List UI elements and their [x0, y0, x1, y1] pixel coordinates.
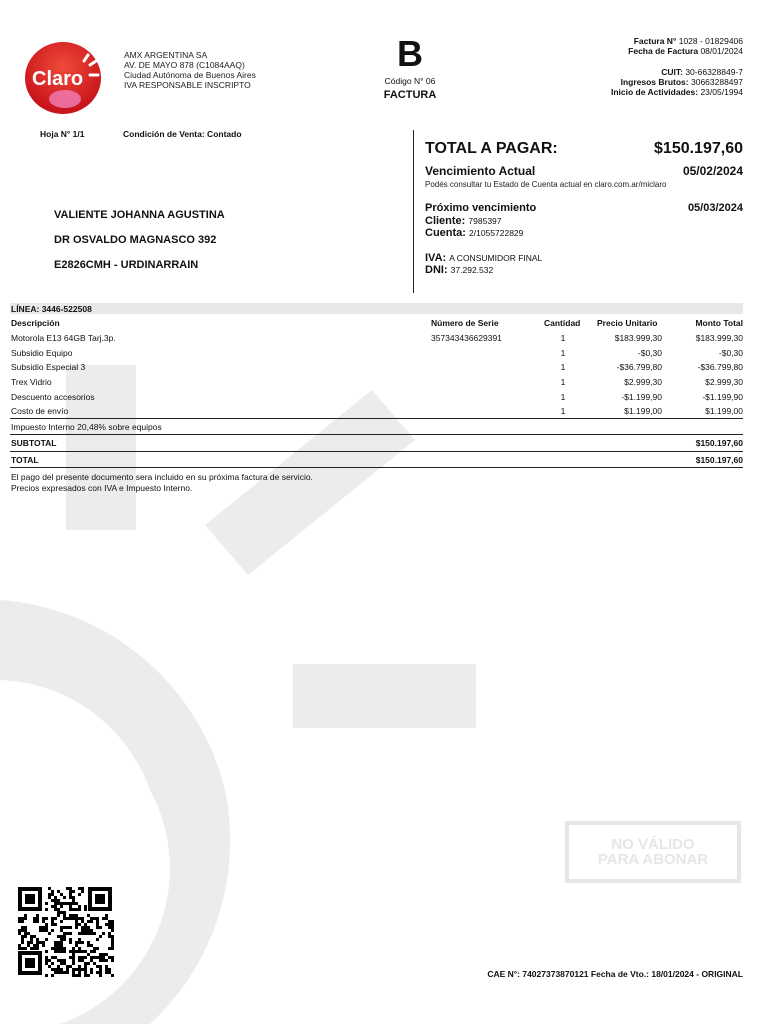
row-1-serial: 357343436629391 — [431, 333, 502, 343]
row-1-unit-price: $183.999,30 — [614, 333, 662, 343]
cuit-value: 30-66328849-7 — [685, 67, 743, 77]
row-1-quantity: 1 — [560, 333, 566, 343]
company-tax-status: IVA RESPONSABLE INSCRIPTO — [124, 80, 251, 90]
next-due-value: 05/03/2024 — [687, 202, 743, 214]
due-date-value: 05/02/2024 — [682, 164, 743, 178]
vertical-divider — [413, 130, 414, 293]
row-3-description: Subsidio Especial 3 — [11, 362, 86, 372]
table-divider — [10, 418, 743, 419]
row-5-amount: -$1.199,90 — [702, 392, 743, 402]
invoice-date-label: Fecha de Factura — [628, 46, 699, 56]
not-valid-stamp — [565, 821, 741, 883]
cuit-label: CUIT: — [661, 67, 683, 77]
row-1-amount: $183.999,30 — [695, 333, 743, 343]
iibb-label: Ingresos Brutos: — [620, 77, 689, 87]
dni-label: DNI: — [425, 264, 448, 276]
claro-logo-text: Claro — [32, 68, 84, 90]
note-prices: Precios expresados con IVA e Impuesto Interno. — [11, 482, 193, 493]
row-2-amount: -$0,30 — [718, 348, 743, 358]
client-address: DR OSVALDO MAGNASCO 392 — [54, 234, 217, 246]
client-id-label: Cliente: — [425, 215, 466, 227]
row-3-unit-price: -$36.799,80 — [616, 362, 662, 372]
total-label: TOTAL — [11, 455, 39, 465]
line-label: LÍNEA: 3446-522508 — [11, 304, 92, 314]
header-unit-price: Precio Unitario — [597, 318, 658, 328]
due-date-label: Vencimiento Actual — [425, 164, 536, 178]
header-serial: Número de Serie — [431, 318, 499, 328]
company-name: AMX ARGENTINA SA — [124, 50, 208, 60]
doc-type-letter: B — [397, 33, 423, 74]
row-6-amount: $1.199,00 — [705, 406, 743, 416]
sale-condition: Condición de Venta: Contado — [123, 129, 242, 139]
dni-row — [425, 264, 493, 276]
row-2-quantity: 1 — [560, 348, 566, 358]
dni-value: 37.292.532 — [450, 265, 494, 275]
subtotal-value: $150.197,60 — [695, 438, 743, 448]
cae-footer: CAE N°: 74027373870121 Fecha de Vto.: 18/01/2024 - ORIGINAL — [487, 969, 743, 979]
iibb-value: 30663288497 — [690, 77, 743, 87]
stamp-line-1: NO VÁLIDO — [611, 836, 695, 853]
line-bar — [10, 303, 743, 314]
start-label: Inicio de Actividades: — [611, 87, 699, 97]
row-6-quantity: 1 — [560, 406, 566, 416]
header-quantity: Cantidad — [544, 318, 581, 328]
row-5-description: Descuento accesorios — [11, 392, 95, 402]
start-value: 23/05/1994 — [700, 87, 743, 97]
header-amount: Monto Total — [695, 318, 743, 328]
header-description: Descripción — [11, 318, 60, 328]
row-6-description: Costo de envío — [11, 406, 69, 416]
company-city: Ciudad Autónoma de Buenos Aires — [124, 70, 256, 80]
row-3-amount: -$36.799,80 — [697, 362, 743, 372]
row-4-description: Trex Vidrio — [11, 377, 52, 387]
iva-value: A CONSUMIDOR FINAL — [449, 253, 543, 263]
row-2-unit-price: -$0,30 — [637, 348, 662, 358]
doc-type-label: FACTURA — [383, 89, 437, 101]
row-3-quantity: 1 — [560, 362, 566, 372]
next-due-label: Próximo vencimiento — [425, 202, 537, 214]
notes — [11, 472, 313, 493]
iva-label: IVA: — [425, 252, 447, 264]
company-info — [124, 50, 256, 90]
invoice-number-label: Factura N° — [633, 36, 677, 46]
row-5-quantity: 1 — [560, 392, 566, 402]
total-bottom-divider — [10, 467, 743, 468]
invoice-number: 1028 - 01829406 — [678, 36, 743, 46]
invoice-date: 08/01/2024 — [700, 46, 743, 56]
client-city: E2826CMH - URDINARRAIN — [54, 259, 199, 271]
account-row — [425, 227, 523, 239]
row-1-description: Motorola E13 64GB Tarj.3p. — [11, 333, 116, 343]
client-name: VALIENTE JOHANNA AGUSTINA — [54, 209, 225, 221]
qr-code — [16, 885, 114, 977]
total-divider — [10, 451, 743, 452]
row-4-quantity: 1 — [560, 377, 566, 387]
iva-row — [425, 252, 542, 264]
client-id-value: 7985397 — [468, 216, 502, 226]
account-label: Cuenta: — [425, 227, 466, 239]
client-id-row — [425, 215, 502, 227]
total-to-pay-value: $150.197,60 — [654, 140, 743, 157]
total-to-pay-label: TOTAL A PAGAR: — [425, 140, 558, 157]
total-value: $150.197,60 — [695, 455, 743, 465]
internal-tax-note: Impuesto Interno 20,48% sobre equipos — [11, 422, 162, 432]
account-value: 2/1055722829 — [469, 228, 524, 238]
row-4-unit-price: $2.999,30 — [624, 377, 662, 387]
row-2-description: Subsidio Equipo — [11, 348, 73, 358]
row-5-unit-price: -$1.199,90 — [621, 392, 662, 402]
invoice-info — [611, 36, 743, 97]
doc-type-code: Código N° 06 — [384, 76, 436, 86]
claro-logo — [24, 41, 102, 115]
row-6-unit-price: $1.199,00 — [624, 406, 662, 416]
note-payment: El pago del presente documento sera incluido en su próxima factura de servicio. — [11, 472, 313, 482]
subtotal-label: SUBTOTAL — [11, 438, 57, 448]
row-4-amount: $2.999,30 — [705, 377, 743, 387]
subtotal-divider — [10, 434, 743, 435]
sheet-number: Hoja N° 1/1 — [40, 129, 85, 139]
stamp-line-2: PARA ABONAR — [597, 851, 709, 868]
company-address: AV. DE MAYO 878 (C1084AAQ) — [124, 60, 245, 70]
consult-text: Podés consultar tu Estado de Cuenta actual en claro.com.ar/miclaro — [425, 180, 667, 189]
